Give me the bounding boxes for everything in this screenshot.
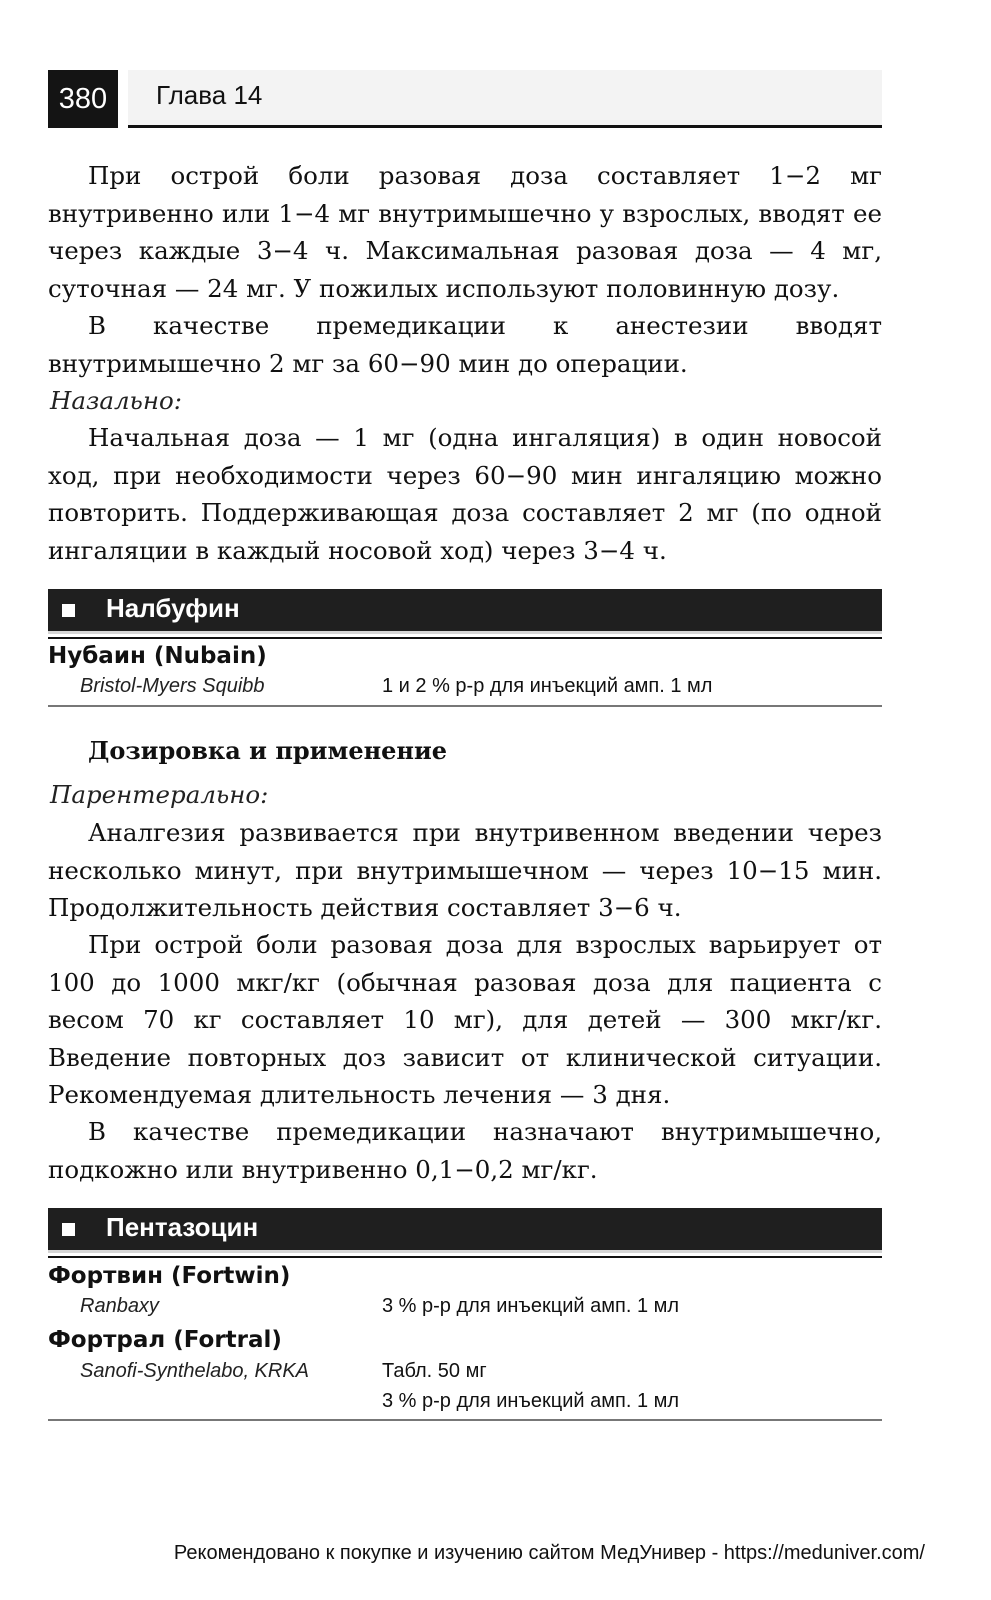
drug-form: 1 и 2 % р-р для инъекций амп. 1 мл [382,675,713,697]
square-bullet-icon [62,604,75,617]
drug-manufacturer: Sanofi-Synthelabo, KRKA [80,1360,310,1382]
square-bullet-icon [62,1223,75,1236]
drug-name: Фортрал (Fortral) [48,1327,282,1353]
dosage-heading: Дозировка и применение [88,736,448,765]
section-header-pentazocine [48,1208,882,1253]
drug-manufacturer: Bristol-Myers Squibb [80,675,265,697]
drug-manufacturer: Ranbaxy [80,1295,159,1317]
intro-paragraph-1: При острой боли разовая доза составляет 1−2 мг внутривенно или 1−4 мг внутримышечно у взрослых, вводят ее через каждые 3−4 ч. Максимальная разовая доза — 4 мг, суточная — 24 мг. У пожилых используют половинную дозу. [48,161,882,303]
nalbuphine-paragraph-3: В качестве премедикации назначают внутримышечно, подкожно или внутривенно 0,1−0,2 мг/кг. [48,1117,882,1184]
divider [48,1419,882,1421]
drug-form: Табл. 50 мг [382,1360,487,1382]
book-page [48,0,882,1600]
nasal-label: Назально: [50,386,183,415]
nalbuphine-paragraph-1: Аналгезия развивается при внутривенном введении через несколько минут, при внутримышечном — через 10−15 мин. Продолжительность действия составляет 3−6 ч. [48,818,882,922]
footer-recommendation: Рекомендовано к покупке и изучению сайтом МедУнивер - https://meduniver.com/ [173,1542,925,1564]
drug-form: 3 % р-р для инъекций амп. 1 мл [382,1295,680,1317]
intro-paragraph-2: В качестве премедикации к анестезии вводят внутримышечно 2 мг за 60−90 мин до операции. [48,311,882,378]
section-title: Пентазоцин [106,1212,259,1242]
chapter-band [128,70,882,128]
page-header [48,70,882,128]
section-title: Налбуфин [106,593,240,623]
chapter-title: Глава 14 [156,80,263,110]
drug-name: Фортвин (Fortwin) [48,1263,291,1289]
intro-paragraph-3: Начальная доза — 1 мг (одна ингаляция) в один новосой ход, при необходимости через 60−90 мин ингаляцию можно повторить. Поддерживающая доза составляет 2 мг (по одной ингаляции в каждый носовой ход) через 3−4 ч. [48,423,882,565]
nalbuphine-paragraph-2: При острой боли разовая доза для взрослых варьирует от 100 до 1000 мкг/кг (обычная разовая доза для пациента с весом 70 кг составляет 10 мг), для детей — 300 мкг/кг. Введение повторных доз зависит от клинической ситуации. Рекомендуемая длительность лечения — 3 дня. [48,930,882,1109]
drug-form: 3 % р-р для инъекций амп. 1 мл [382,1390,680,1412]
parenteral-label: Парентерально: [50,780,269,809]
divider [48,705,882,707]
section-header-nalbuphine [48,589,882,634]
drug-name: Нубаин (Nubain) [48,643,267,669]
page-number: 380 [48,70,118,128]
